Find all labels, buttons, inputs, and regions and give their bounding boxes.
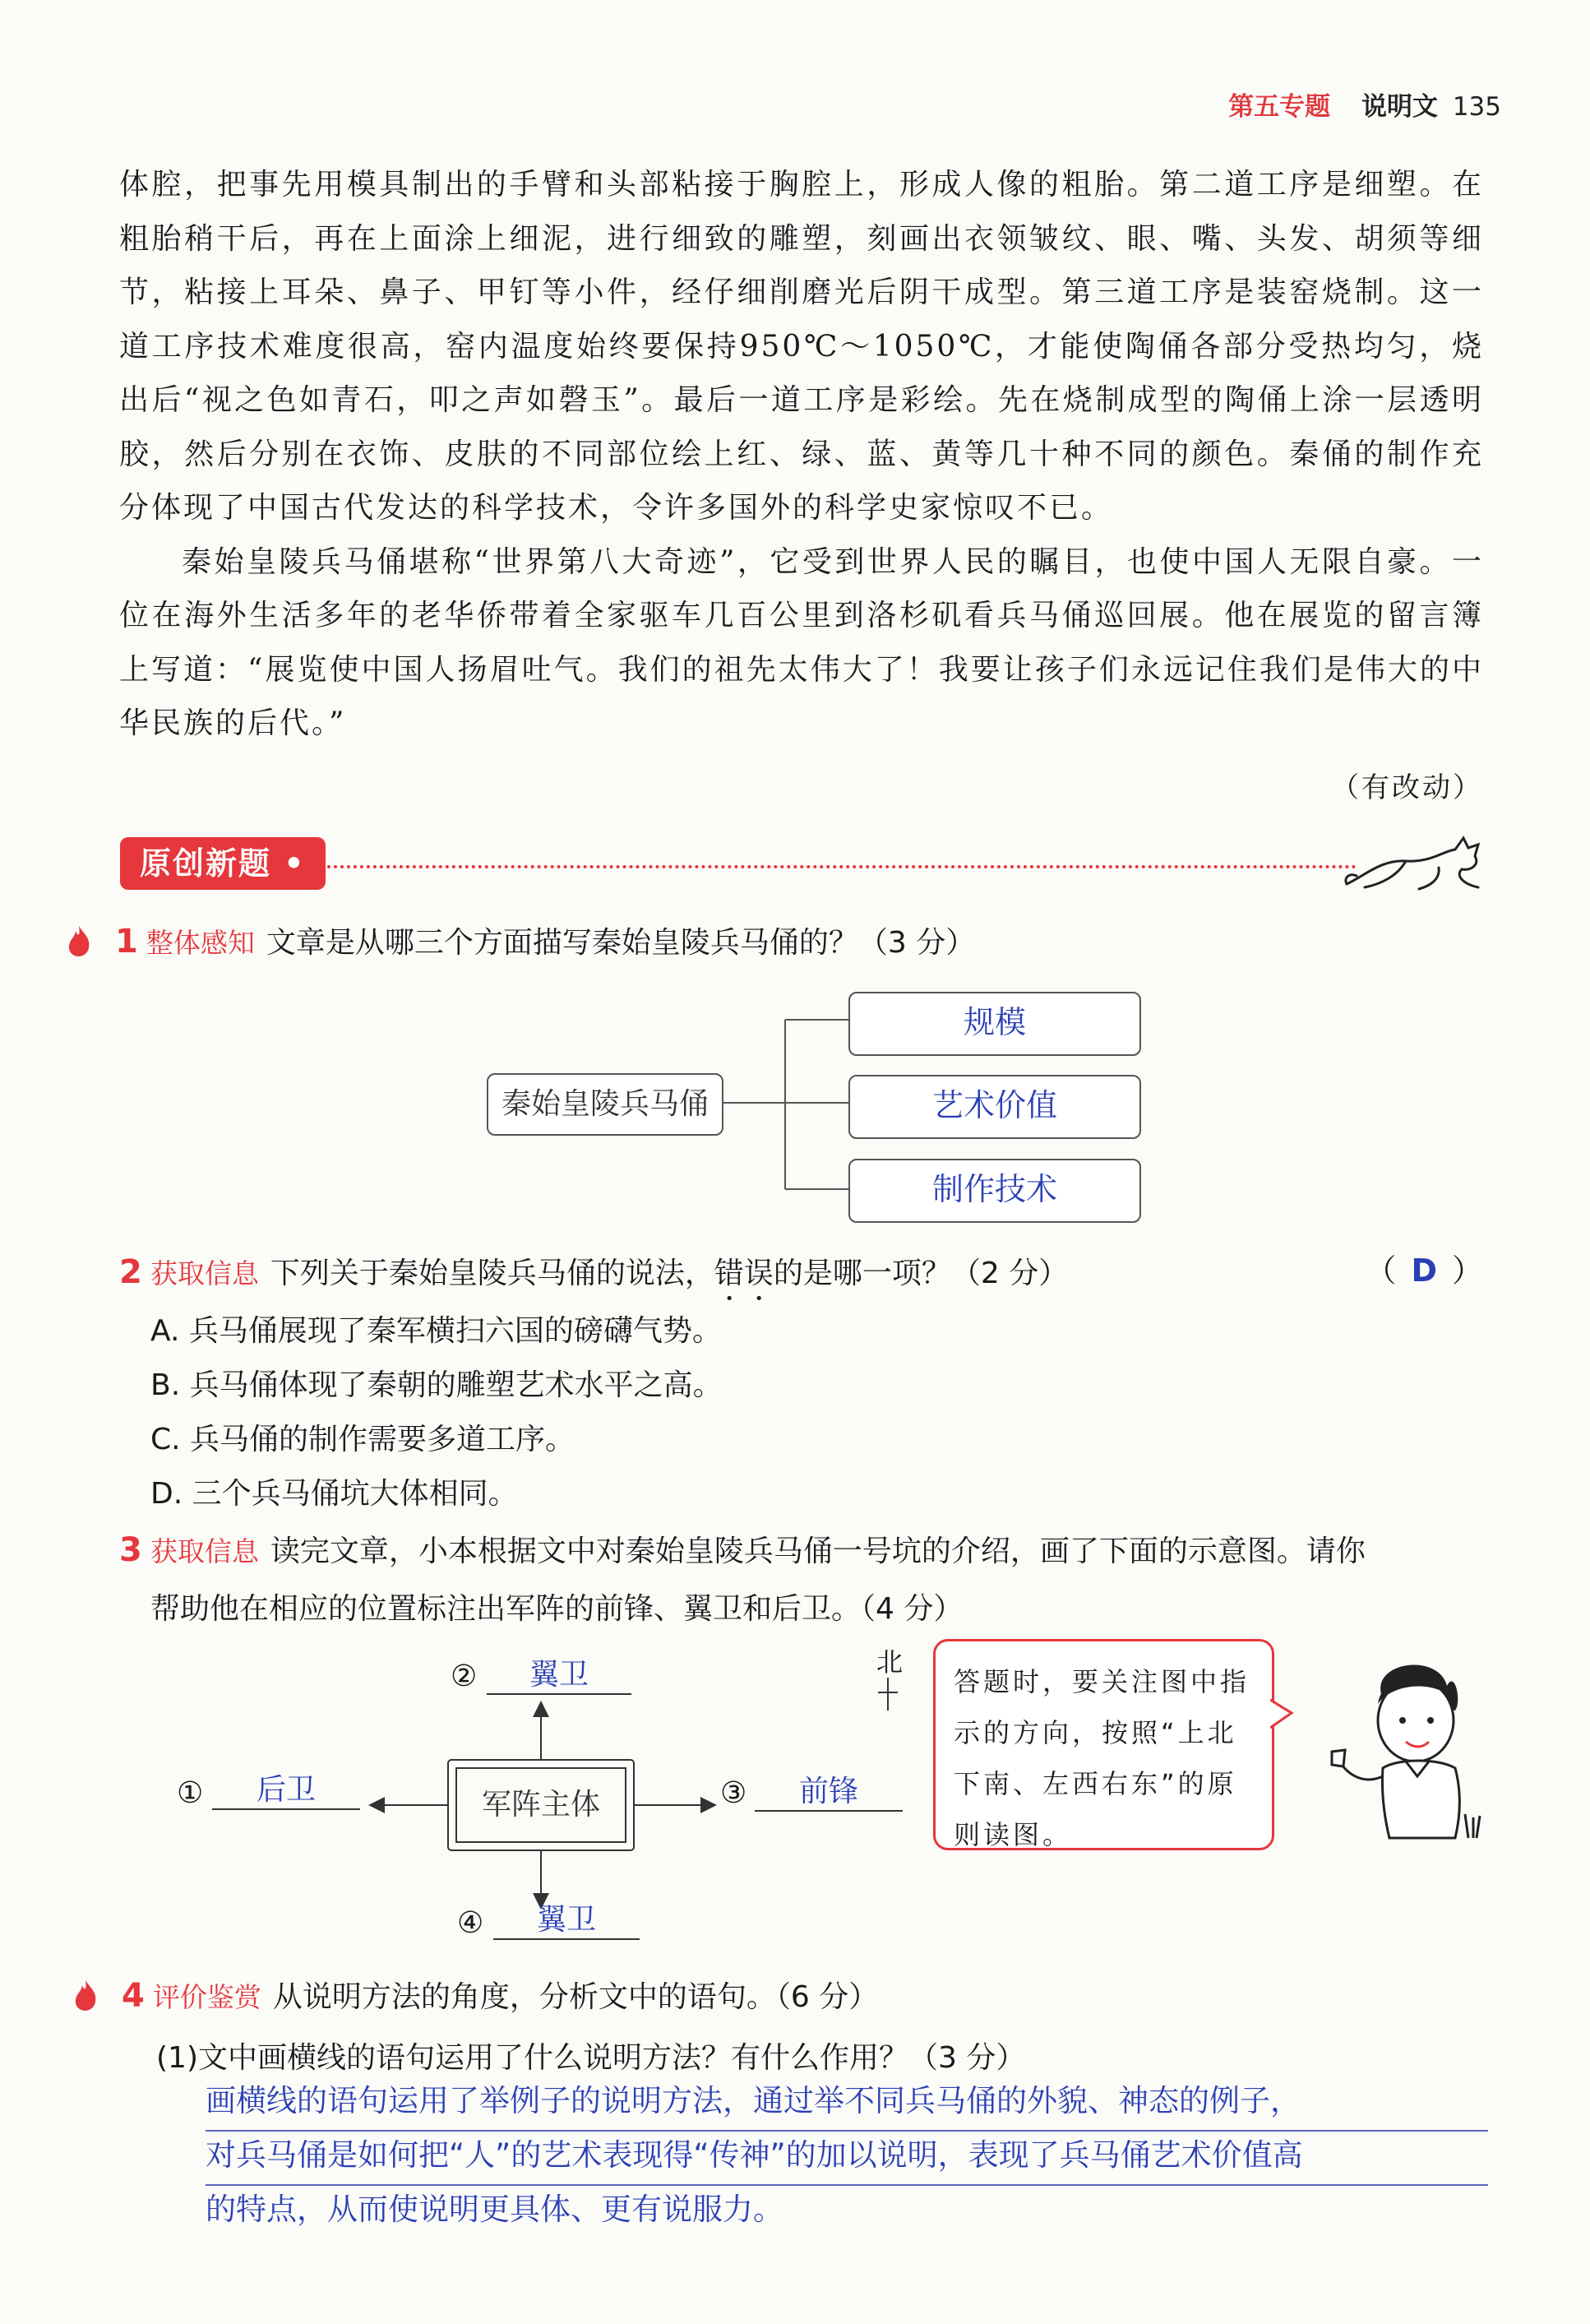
q4-text: 从说明方法的角度，分析文中的语句。（6 分） <box>272 1980 879 2014</box>
q1-tag: 整体感知 <box>146 927 255 959</box>
label-4-answer: 翼卫 <box>493 1896 640 1940</box>
q2-text-after: 的是哪一项？（2 分） <box>773 1257 1069 1290</box>
q2-number: 2 <box>119 1253 142 1291</box>
paren-open: （ <box>1365 1252 1397 1289</box>
fire-icon <box>72 1979 99 2012</box>
article-paragraph-1: 体腔，把事先用模具制出的手臂和头部粘接于胸腔上，形成人像的粗胎。第二道工序是细塑。在粗胎稍干后，再在上面涂上细泥，进行细致的雕塑，刻画出衣领皱纹、眼、嘴、头发、胡须等细节，粘接上耳朵、鼻子、甲钉等小件，经仔细削磨光后阴干成型。第三道工序是装窑烧制。这一道工序技术难度很高，窑内温度始终要保持950℃～1050℃，才能使陶俑各部分受热均匀，烧出后“视之色如青石，叩之声如磬玉”。最后一道工序是彩绘。先在烧制成型的陶俑上涂一层透明胶，然后分别在衣饰、皮肤的不同部位绘上红、绿、蓝、黄等几十种不同的颜色。秦俑的制作充分体现了中国古代发达的科学技术，令许多国外的科学史家惊叹不已。 <box>119 168 1484 525</box>
q1-number: 1 <box>115 923 138 961</box>
q2-option-c: C. 兵马俑的制作需要多道工序。 <box>150 1423 575 1456</box>
north-label: 北 <box>876 1646 904 1678</box>
q4-tag: 评价鉴赏 <box>152 1981 261 2013</box>
label-4-mark: ④ <box>457 1906 484 1940</box>
q2-option-d: D. 三个兵马俑坑大体相同。 <box>150 1477 518 1511</box>
tip-pointer <box>1270 1698 1295 1731</box>
question-4 <box>122 1974 878 2016</box>
paren-close: ） <box>1451 1252 1483 1289</box>
q1-text: 文章是从哪三个方面描写秦始皇陵兵马俑的？（3 分） <box>266 926 976 960</box>
q2-tag: 获取信息 <box>150 1257 259 1289</box>
label-3-mark: ③ <box>720 1776 747 1810</box>
label-1-mark: ① <box>177 1776 204 1810</box>
header-category: 说明文 <box>1361 92 1438 122</box>
q2-answer: D <box>1411 1252 1437 1289</box>
label-2-mark: ② <box>451 1660 478 1693</box>
q1-answer-technique: 制作技术 <box>848 1159 1141 1223</box>
q3-text-line2: 帮助他在相应的位置标注出军阵的前锋、翼卫和后卫。（4 分） <box>150 1592 964 1626</box>
section-banner: 原创新题 • <box>120 837 326 890</box>
q2-text-emphasis: 错误 <box>714 1257 774 1290</box>
page-number: 135 <box>1452 92 1501 122</box>
q1-answer-scale: 规模 <box>848 992 1141 1056</box>
boy-illustration-icon <box>1324 1653 1488 1842</box>
q4-answer-line-2: 对兵马俑是如何把“人”的艺术表现得“传神”的加以说明，表现了兵马俑艺术价值高 <box>206 2130 1488 2186</box>
label-1-answer: 后卫 <box>212 1766 360 1810</box>
q4-answer-line-3: 的特点，从而使说明更具体、更有说服力。 <box>206 2192 783 2227</box>
header-topic: 第五专题 <box>1228 92 1331 122</box>
q1-answer-art-value: 艺术价值 <box>848 1075 1141 1139</box>
q3-center-node: 军阵主体 <box>481 1788 600 1822</box>
q3-text-line1: 读完文章，小本根据文中对秦始皇陵兵马俑一号坑的介绍，画了下面的示意图。请你 <box>270 1535 1366 1568</box>
q2-option-a: A. 兵马俑展现了秦军横扫六国的磅礴气势。 <box>150 1314 722 1348</box>
q3-tag: 获取信息 <box>150 1535 259 1567</box>
q4-sub1: (1)文中画横线的语句运用了什么说明方法？有什么作用？（3 分） <box>156 2041 1026 2075</box>
article-paragraph-2: 秦始皇陵兵马俑堪称“世界第八大奇迹”，它受到世界人民的瞩目，也使中国人无限自豪。一位在海外生活多年的老华侨带着全家驱车几百公里到洛杉矶看兵马俑巡回展。他在展览的留言簿上写道：“展览使中国人扬眉吐气。我们的祖先太伟大了！我要让孩子们永远记住我们是伟大的中华民族的后代。” <box>119 544 1484 740</box>
tip-box: 答题时，要关注图中指示的方向，按照“上北下南、左西右东”的原则读图。 <box>933 1639 1274 1850</box>
q3-number: 3 <box>119 1531 142 1569</box>
q2-text-before: 下列关于秦始皇陵兵马俑的说法， <box>270 1257 714 1290</box>
q4-number: 4 <box>122 1977 145 2015</box>
q2-option-b: B. 兵马俑体现了秦朝的雕塑艺术水平之高。 <box>150 1368 723 1402</box>
revised-note: （有改动） <box>1331 771 1483 804</box>
section-title: 原创新题 <box>140 845 272 882</box>
label-3-answer: 前锋 <box>755 1768 903 1812</box>
q4-answer-line-1: 画横线的语句运用了举例子的说明方法，通过举不同兵马俑的外貌、神态的例子， <box>206 2076 1488 2132</box>
label-2-answer: 翼卫 <box>487 1651 631 1695</box>
q1-center-node: 秦始皇陵兵马俑 <box>487 1073 723 1136</box>
